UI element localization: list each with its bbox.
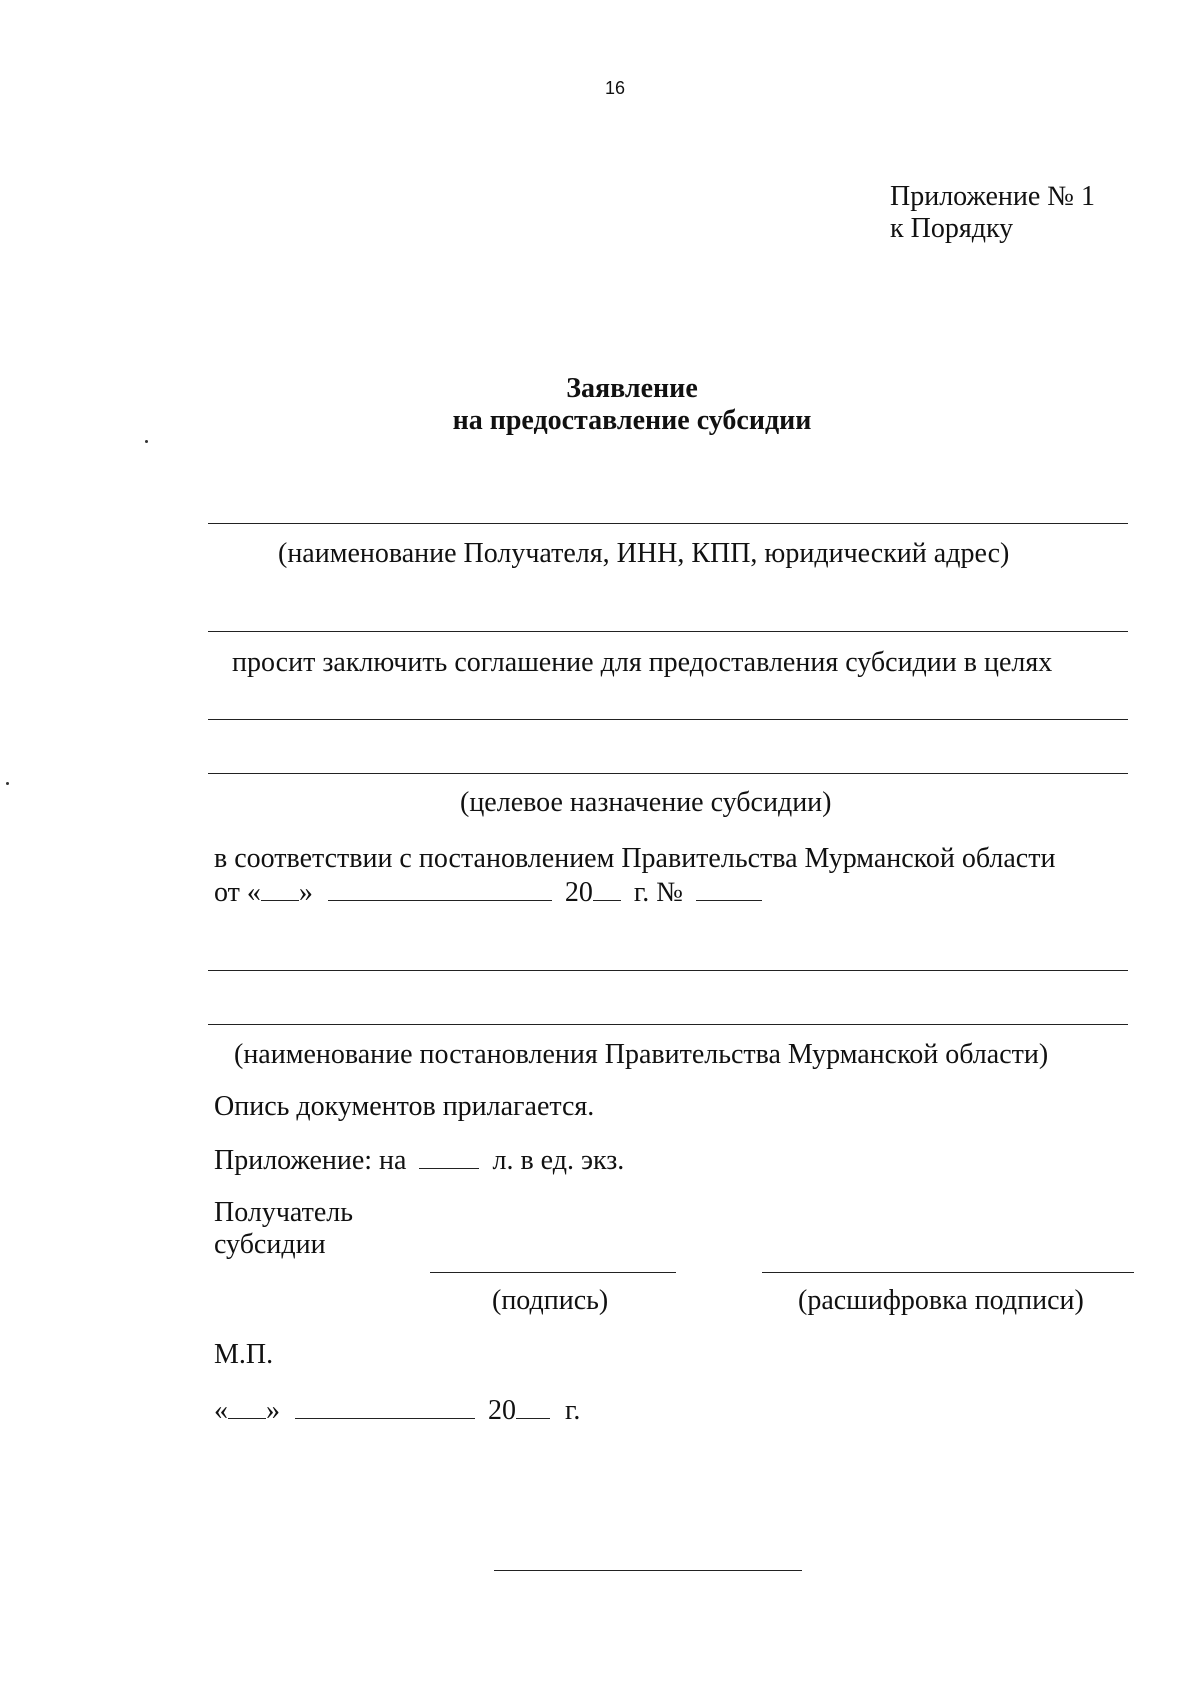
- purpose-field-line-2[interactable]: [208, 773, 1128, 774]
- signature-caption: (подпись): [492, 1285, 609, 1316]
- attachment-suffix: л. в ед. экз.: [492, 1145, 625, 1176]
- resolution-day-blank[interactable]: [261, 874, 299, 901]
- recipient-label-2: субсидии: [214, 1229, 326, 1260]
- resolution-number-prefix: г. №: [633, 877, 683, 908]
- signing-day-blank[interactable]: [228, 1392, 266, 1419]
- signing-year-blank[interactable]: [516, 1392, 550, 1419]
- resolution-date-row: [214, 874, 762, 910]
- resolution-month-blank[interactable]: [328, 874, 552, 901]
- closing-divider: [494, 1570, 802, 1571]
- attachment-sheets-blank[interactable]: [419, 1142, 479, 1169]
- request-text: просит заключить соглашение для предоставления субсидии в целях: [232, 647, 1053, 678]
- document-title: Заявление: [566, 373, 698, 404]
- accordance-text: в соответствии с постановлением Правительства Мурманской области: [214, 843, 1056, 874]
- signature-line[interactable]: [430, 1272, 676, 1273]
- recipient-field-line-2[interactable]: [208, 631, 1128, 632]
- signing-month-blank[interactable]: [295, 1392, 475, 1419]
- purpose-field-line-1[interactable]: [208, 719, 1128, 720]
- recipient-field-line[interactable]: [208, 523, 1128, 524]
- date-open: «: [214, 1395, 228, 1426]
- document-subtitle: на предоставление субсидии: [452, 405, 812, 436]
- signing-year-prefix: 20: [488, 1395, 516, 1426]
- from-close: »: [298, 877, 313, 908]
- date-close: »: [266, 1395, 280, 1426]
- resolution-year-blank[interactable]: [593, 874, 621, 901]
- from-prefix: от «: [214, 877, 261, 908]
- attachment-prefix: Приложение: на: [214, 1145, 407, 1176]
- page-number: 16: [604, 78, 626, 98]
- signature-decode-caption: (расшифровка подписи): [798, 1285, 1084, 1316]
- resolution-name-caption: (наименование постановления Правительства Мурманской области): [234, 1039, 1049, 1070]
- signing-year-suffix: г.: [565, 1395, 581, 1426]
- appendix-line-1: Приложение № 1: [890, 181, 1095, 212]
- attachment-row: [214, 1142, 624, 1178]
- scan-dot: [6, 782, 9, 785]
- purpose-caption: (целевое назначение субсидии): [460, 787, 832, 818]
- resolution-number-blank[interactable]: [696, 874, 762, 901]
- recipient-caption: (наименование Получателя, ИНН, КПП, юридический адрес): [278, 538, 1010, 569]
- seal-label: М.П.: [214, 1339, 274, 1370]
- scan-dot: [145, 440, 148, 443]
- resolution-year-prefix: 20: [564, 877, 593, 908]
- appendix-line-2: к Порядку: [890, 213, 1014, 244]
- signature-decode-line[interactable]: [762, 1272, 1134, 1273]
- signing-date-row: [214, 1392, 580, 1428]
- resolution-name-line-1[interactable]: [208, 970, 1128, 971]
- inventory-text: Опись документов прилагается.: [214, 1091, 595, 1122]
- recipient-label-1: Получатель: [214, 1197, 354, 1228]
- resolution-name-line-2[interactable]: [208, 1024, 1128, 1025]
